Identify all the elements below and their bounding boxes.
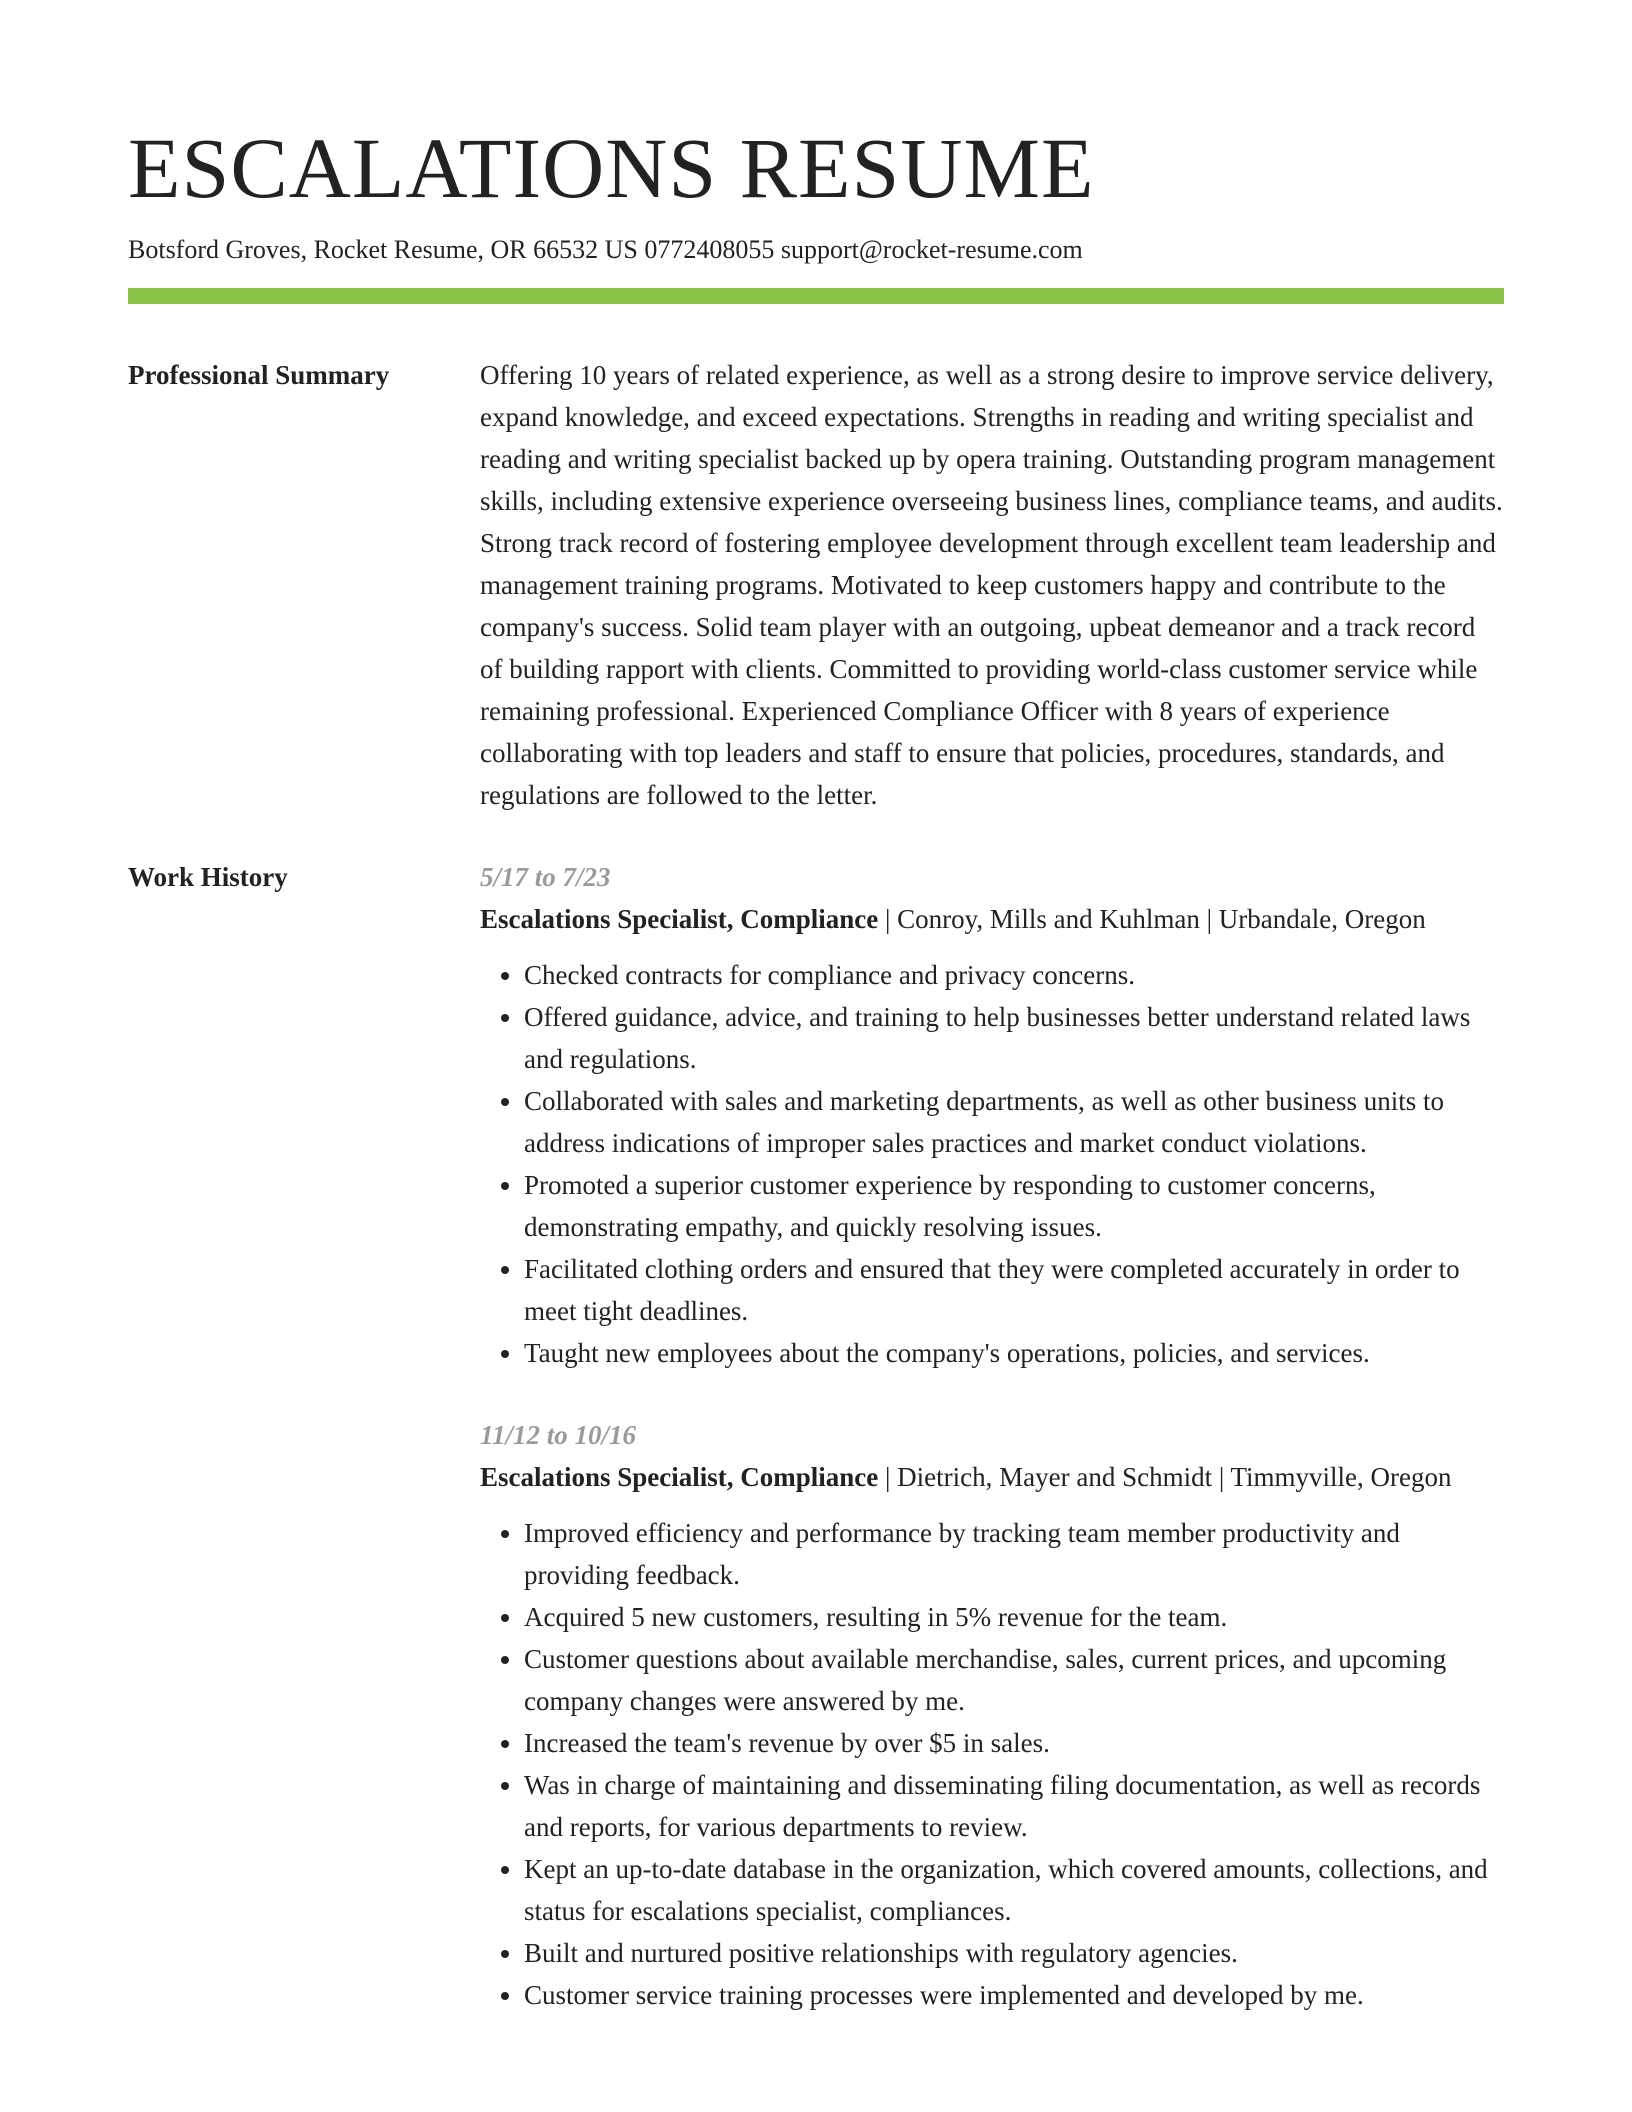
job-bullet: • Taught new employees about the company's operations, policies, and services. — [524, 1332, 1504, 1374]
job-details: | Conroy, Mills and Kuhlman | Urbandale, Oregon — [878, 904, 1426, 934]
job-bullet: • Promoted a superior customer experience by responding to customer concerns, demonstrating empathy, and quickly resolving issues. — [524, 1164, 1504, 1248]
job-bullet: • Offered guidance, advice, and training to help businesses better understand related laws and regulations. — [524, 996, 1504, 1080]
job-bullets — [480, 954, 1504, 1374]
job-entry — [480, 856, 1504, 1374]
job-bullet: • Checked contracts for compliance and privacy concerns. — [524, 954, 1504, 996]
job-bullet: • Increased the team's revenue by over $5 in sales. — [524, 1722, 1504, 1764]
work-history-heading: Work History — [128, 862, 288, 892]
work-history-section — [128, 856, 1504, 2056]
job-title: Escalations Specialist, Compliance — [480, 1462, 879, 1492]
resume-name: ESCALATIONS RESUME — [128, 120, 1095, 216]
job-header — [480, 1456, 1504, 1498]
job-bullets — [480, 1512, 1504, 2016]
job-bullet: • Acquired 5 new customers, resulting in 5% revenue for the team. — [524, 1596, 1504, 1638]
job-bullet: • Collaborated with sales and marketing departments, as well as other business units to address indications of improper sales practices and market conduct violations. — [524, 1080, 1504, 1164]
job-dates: 11/12 to 10/16 — [480, 1420, 637, 1450]
job-bullet: • Customer service training processes were implemented and developed by me. — [524, 1974, 1504, 2016]
summary-section — [128, 354, 1504, 816]
job-entry — [480, 1414, 1504, 2016]
job-bullet: • Customer questions about available merchandise, sales, current prices, and upcoming company changes were answered by me. — [524, 1638, 1504, 1722]
summary-text: Offering 10 years of related experience, as well as a strong desire to improve service delivery, expand knowledge, and exceed expectations. Strengths in reading and writing specialist and reading and writing specialist backed up by opera training. Outstanding program management skills, including extensive experience overseeing business lines, compliance teams, and audits. Strong track record of fostering employee development through excellent team leadership and management training programs. Motivated to keep customers happy and contribute to the company's success. Solid team player with an outgoing, upbeat demeanor and a track record of building rapport with clients. Committed to providing world-class customer service while remaining professional. Experienced Compliance Officer with 8 years of experience collaborating with top leaders and staff to ensure that policies, procedures, standards, and regulations are followed to the letter. — [480, 360, 1503, 810]
accent-divider — [128, 288, 1504, 304]
job-header — [480, 898, 1504, 940]
job-bullet: • Improved efficiency and performance by tracking team member productivity and providing feedback. — [524, 1512, 1504, 1596]
job-details: | Dietrich, Mayer and Schmidt | Timmyville, Oregon — [878, 1462, 1452, 1492]
resume-page — [128, 118, 1504, 2056]
job-dates: 5/17 to 7/23 — [480, 862, 611, 892]
job-bullet: • Built and nurtured positive relationships with regulatory agencies. — [524, 1932, 1504, 1974]
job-bullet: • Kept an up-to-date database in the organization, which covered amounts, collections, and status for escalations specialist, compliances. — [524, 1848, 1504, 1932]
contact-line: Botsford Groves, Rocket Resume, OR 66532 US 0772408055 support@rocket-resume.com — [128, 235, 1083, 264]
job-bullet: • Was in charge of maintaining and disseminating filing documentation, as well as records and reports, for various departments to review. — [524, 1764, 1504, 1848]
job-title: Escalations Specialist, Compliance — [480, 904, 879, 934]
job-bullet: • Facilitated clothing orders and ensured that they were completed accurately in order to meet tight deadlines. — [524, 1248, 1504, 1332]
summary-heading: Professional Summary — [128, 360, 390, 390]
